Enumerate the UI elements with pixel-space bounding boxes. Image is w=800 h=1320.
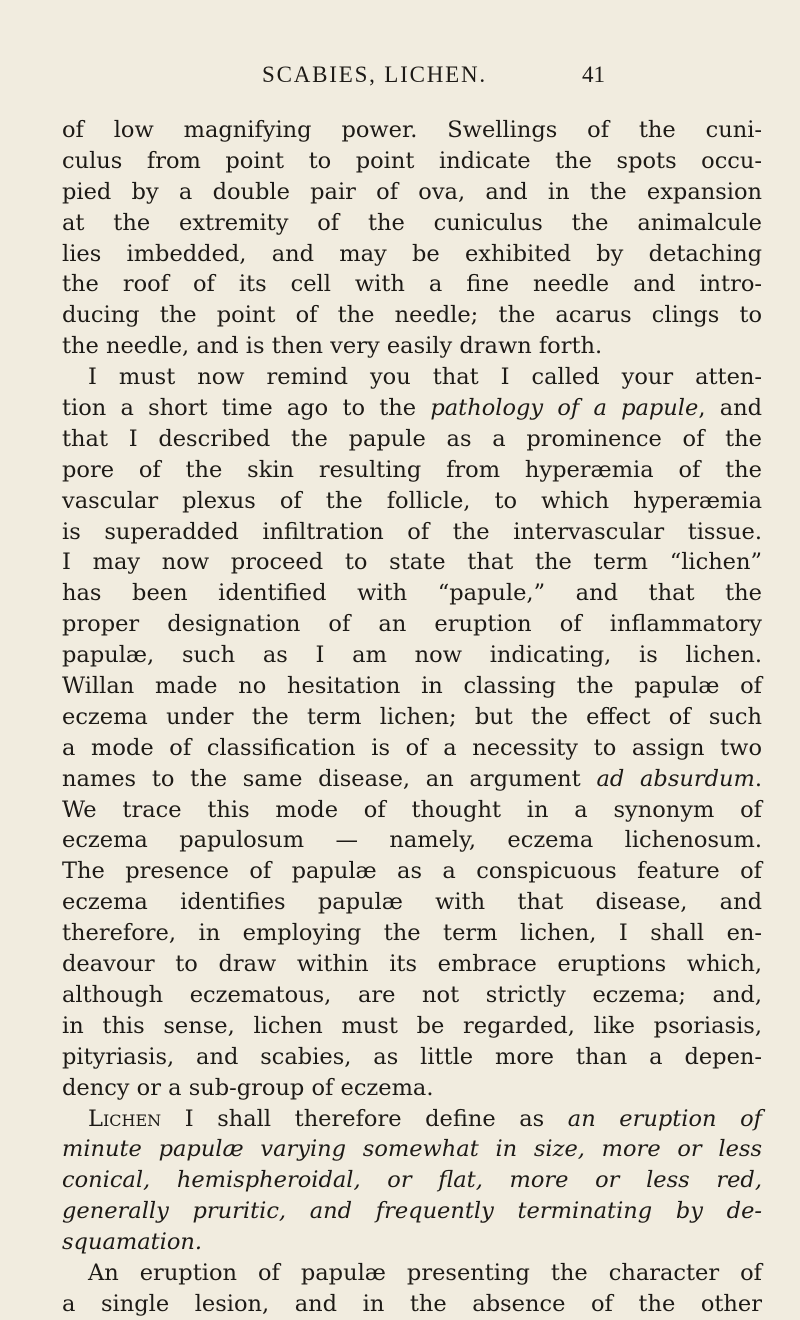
text-line: eczema papulosum — namely, eczema lichenosum. [62,827,762,854]
text-line: although eczematous, are not strictly eczema; and, [62,981,762,1008]
text-line: We trace this mode of thought in a synonym of [62,796,762,823]
text-line: a single lesion, and in the absence of the other [62,1290,762,1317]
text-line: a mode of classification is of a necessity to assign two [62,734,762,761]
italic-phrase: an eruption of [567,1105,762,1132]
text-line: that I described the papule as a prominence of the [62,425,762,452]
text-segment: . [754,765,762,792]
text-line: pityriasis, and scabies, as little more than a depen- [62,1043,762,1070]
text-line: vascular plexus of the follicle, to which hyperæmia [62,487,762,514]
text-line: has been identified with “papule,” and that the [62,580,762,607]
running-header [0,62,800,92]
text-line: papulæ, such as I am now indicating, is lichen. [62,642,762,669]
text-segment: tion a short time ago to the [62,395,417,422]
running-title: SCABIES, LICHEN. [262,62,487,87]
page-number: 41 [582,62,605,87]
text-line: lies imbedded, and may be exhibited by detaching [62,240,762,267]
text-line: squamation. [62,1229,203,1256]
text-line: minute papulæ varying somewhat in size, more or less [62,1136,762,1163]
text-line: pied by a double pair of ova, and in the expansion [62,178,762,205]
text-line: is superadded infiltration of the intervascular tissue. [62,518,762,545]
text-line: An eruption of papulæ presenting the character of [88,1259,762,1286]
text-line: Willan made no hesitation in classing the papulæ of [62,673,762,700]
text-line: proper designation of an eruption of inflammatory [62,611,762,638]
text-line: conical, hemispheroidal, or flat, more or less red, [62,1167,762,1194]
body-text [62,115,762,1320]
italic-phrase: ad absurdum [596,765,755,792]
text-line: deavour to draw within its embrace eruptions which, [62,951,762,978]
text-line: at the extremity of the cuniculus the animalcule [62,209,762,236]
text-line [62,1104,762,1135]
text-line: I may now proceed to state that the term “lichen” [62,549,762,576]
text-line: generally pruritic, and frequently terminating by de- [62,1198,762,1225]
text-line: eczema identifies papulæ with that disease, and [62,889,762,916]
text-line: culus from point to point indicate the spots occu- [62,147,762,174]
text-line [62,764,762,795]
text-line: the roof of its cell with a fine needle and intro- [62,271,762,298]
text-segment: names to the same disease, an argument [62,765,581,792]
text-line: of low magnifying power. Swellings of the cuni- [62,117,762,143]
small-caps-term: Lichen [88,1105,162,1132]
text-line: eczema under the term lichen; but the effect of such [62,703,762,730]
text-line: the needle, and is then very easily drawn forth. [62,333,603,360]
text-line [62,393,762,424]
italic-phrase: pathology of a papule [430,395,699,422]
text-line: pore of the skin resulting from hyperæmia of the [62,456,762,483]
text-line: The presence of papulæ as a conspicuous feature of [62,858,762,885]
text-segment: I shall therefore define as [184,1105,545,1132]
text-line: I must now remind you that I called your atten- [88,364,762,391]
text-line: ducing the point of the needle; the acarus clings to [62,302,762,329]
text-line: therefore, in employing the term lichen, I shall en- [62,920,762,947]
text-line: dency or a sub-group of eczema. [62,1074,434,1101]
text-line: in this sense, lichen must be regarded, like psoriasis, [62,1012,762,1039]
text-segment: , and [698,395,762,422]
